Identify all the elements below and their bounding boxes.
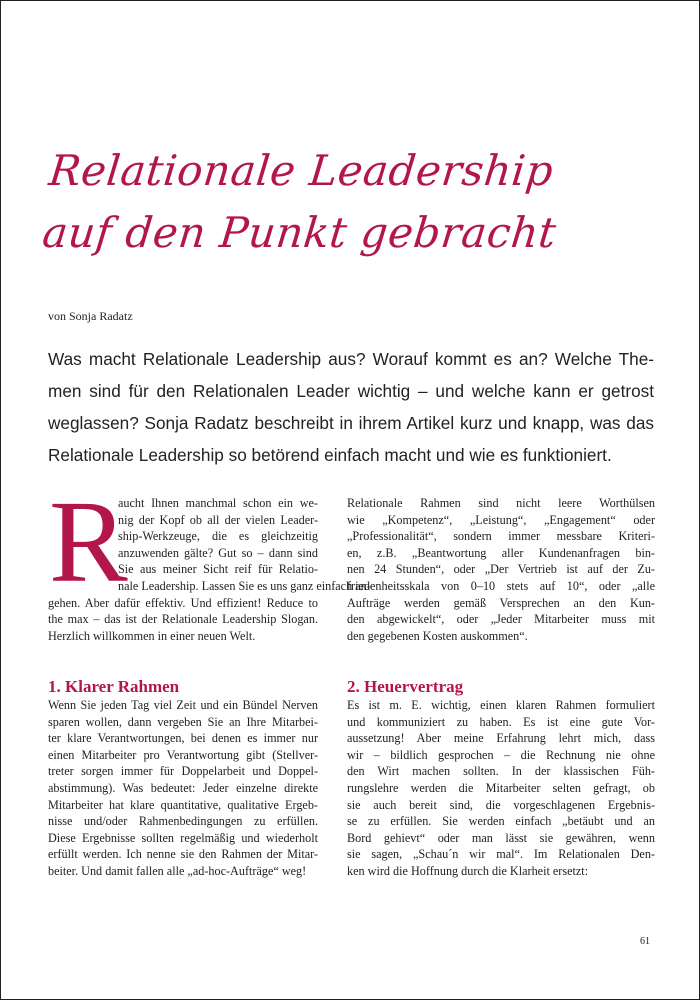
text-line: wir – bildlich gesprochen – die Rechnung nie ohne	[347, 747, 655, 762]
section-2-heading: 2. Heuervertrag	[347, 677, 464, 696]
text-line: Relationale Leadership so betörend einfach macht und wie es funktioniert.	[48, 445, 612, 465]
text-line: sparen wollen, dann vergeben Sie an Ihre Mitarbei-	[48, 714, 318, 729]
text-line: rungslehre werden die Mitarbeiter selten gefragt, ob	[347, 780, 655, 795]
text-line: Es ist m. E. wichtig, einen klaren Rahmen formuliert	[347, 698, 655, 712]
text-line: Wenn Sie jeden Tag viel Zeit und ein Bündel Nerven	[48, 698, 318, 712]
text-line: Bord gehievt“ oder man lässt sie gewähren, wenn	[347, 830, 655, 845]
text-line: ter klare Verantwortungen, bei denen es immer nur	[48, 731, 318, 746]
text-line: Aufträge werden gemäß Versprechen an den Kun-	[347, 595, 655, 610]
text-line: se zu erfüllen. Sie werden einfach „betäubt und an	[347, 814, 655, 829]
text-line: aussetzung! Aber meine Erfahrung lehrt mich, dass	[347, 731, 655, 746]
text-line: Relationale Rahmen sind nicht leere Worthülsen	[347, 496, 655, 510]
text-line: weglassen? Sonja Radatz beschreibt in ihrem Artikel kurz und knapp, was das	[48, 413, 654, 433]
title-line-2: auf den Punkt gebracht	[40, 208, 559, 257]
text-line: nig der Kopf ob all der vielen Leader-	[118, 512, 318, 527]
text-line: abstimmung). Was bedeutet: Jeder einzelne direkte	[48, 780, 318, 795]
article-title	[39, 140, 565, 264]
section-1-body	[48, 697, 318, 880]
text-line: ship-Werkzeuge, die es gleichzeitig	[118, 529, 318, 544]
drop-cap: R	[49, 476, 128, 607]
title-line-1: Relationale Leadership	[46, 146, 556, 195]
section-2	[347, 677, 655, 880]
text-line: beiter. Und damit fallen alle „ad-hoc-Aufträge“ weg!	[48, 863, 307, 878]
text-line: anzuwenden gälte? Gut so – dann sind	[118, 545, 318, 560]
byline: von Sonja Radatz	[48, 309, 133, 323]
text-line: sie auch bereit sind, die vorgeschlagenen Ergebnis-	[347, 797, 655, 812]
intro-lead	[48, 343, 654, 471]
text-line: the max – das ist der Relationale Leadership Slogan.	[48, 612, 318, 627]
text-line: men sind für den Relationalen Leader wichtig – und welche kann er getrost	[48, 381, 654, 401]
text-line: Sie aus meiner Sicht reif für Relatio-	[118, 562, 318, 577]
section-1	[48, 677, 318, 880]
text-line: nen 24 Stunden“, oder „Der Vertrieb ist auf der Zu-	[347, 562, 655, 577]
text-line: Diese Ergebnisse sollten regelmäßig und wiederholt	[48, 830, 318, 845]
text-line: en, z.B. „Beantwortung aller Kundenanfragen bin-	[347, 545, 655, 560]
text-line: nale Leadership. Lassen Sie es uns ganz einfach an-	[118, 578, 371, 593]
text-line: erfüllt werden. Ich nenne sie den Rahmen der Mitar-	[48, 847, 318, 862]
text-line: Herzlich willkommen in einer neuen Welt.	[48, 628, 256, 643]
text-line: Mitarbeiter hat klare quantitative, qualitative Ergeb-	[48, 797, 318, 812]
text-line: friedenheitsskala von 0–10 stets auf 10“, oder „alle	[347, 578, 655, 593]
text-line: den Wirt machen sollten. In der klassischen Füh-	[347, 764, 655, 779]
opening-paragraph	[48, 495, 371, 644]
text-line: Was macht Relationale Leadership aus? Worauf kommt es an? Welche The-	[48, 349, 654, 369]
text-line: gehen. Aber dafür effektiv. Und effizient! Reduce to	[48, 595, 318, 610]
text-line: sie sagen, „Schau´n wir mal“. Im Relationalen Den-	[347, 847, 655, 862]
text-line: ken wird die Hoffnung durch die Klarheit ersetzt:	[347, 863, 589, 878]
text-line: treter sorgen immer für Doppelarbeit und Doppel-	[48, 764, 318, 779]
page-number: 61	[640, 936, 650, 947]
text-line: nisse und/oder Rahmenbedingungen zu erfüllen.	[48, 814, 318, 829]
section-1-heading: 1. Klarer Rahmen	[48, 677, 180, 696]
text-line: aucht Ihnen manchmal schon ein we-	[118, 496, 318, 510]
section-2-body	[347, 697, 655, 880]
text-line: den gegebenen Kosten auskommen“.	[347, 628, 528, 643]
text-line: wie „Kompetenz“, „Leistung“, „Engagement“ oder	[347, 512, 655, 527]
text-line: und kommuniziert zu haben. Es ist eine gute Vor-	[347, 714, 655, 729]
text-line: „Professionalität“, sondern immer messbare Kriteri-	[347, 529, 655, 544]
text-line: den abgewickelt“, oder „Jeder Mitarbeiter muss mit	[347, 612, 655, 627]
rahmen-paragraph	[347, 495, 655, 644]
text-line: einen Mitarbeiter pro Verantwortung gibt (Stellver-	[48, 747, 318, 762]
